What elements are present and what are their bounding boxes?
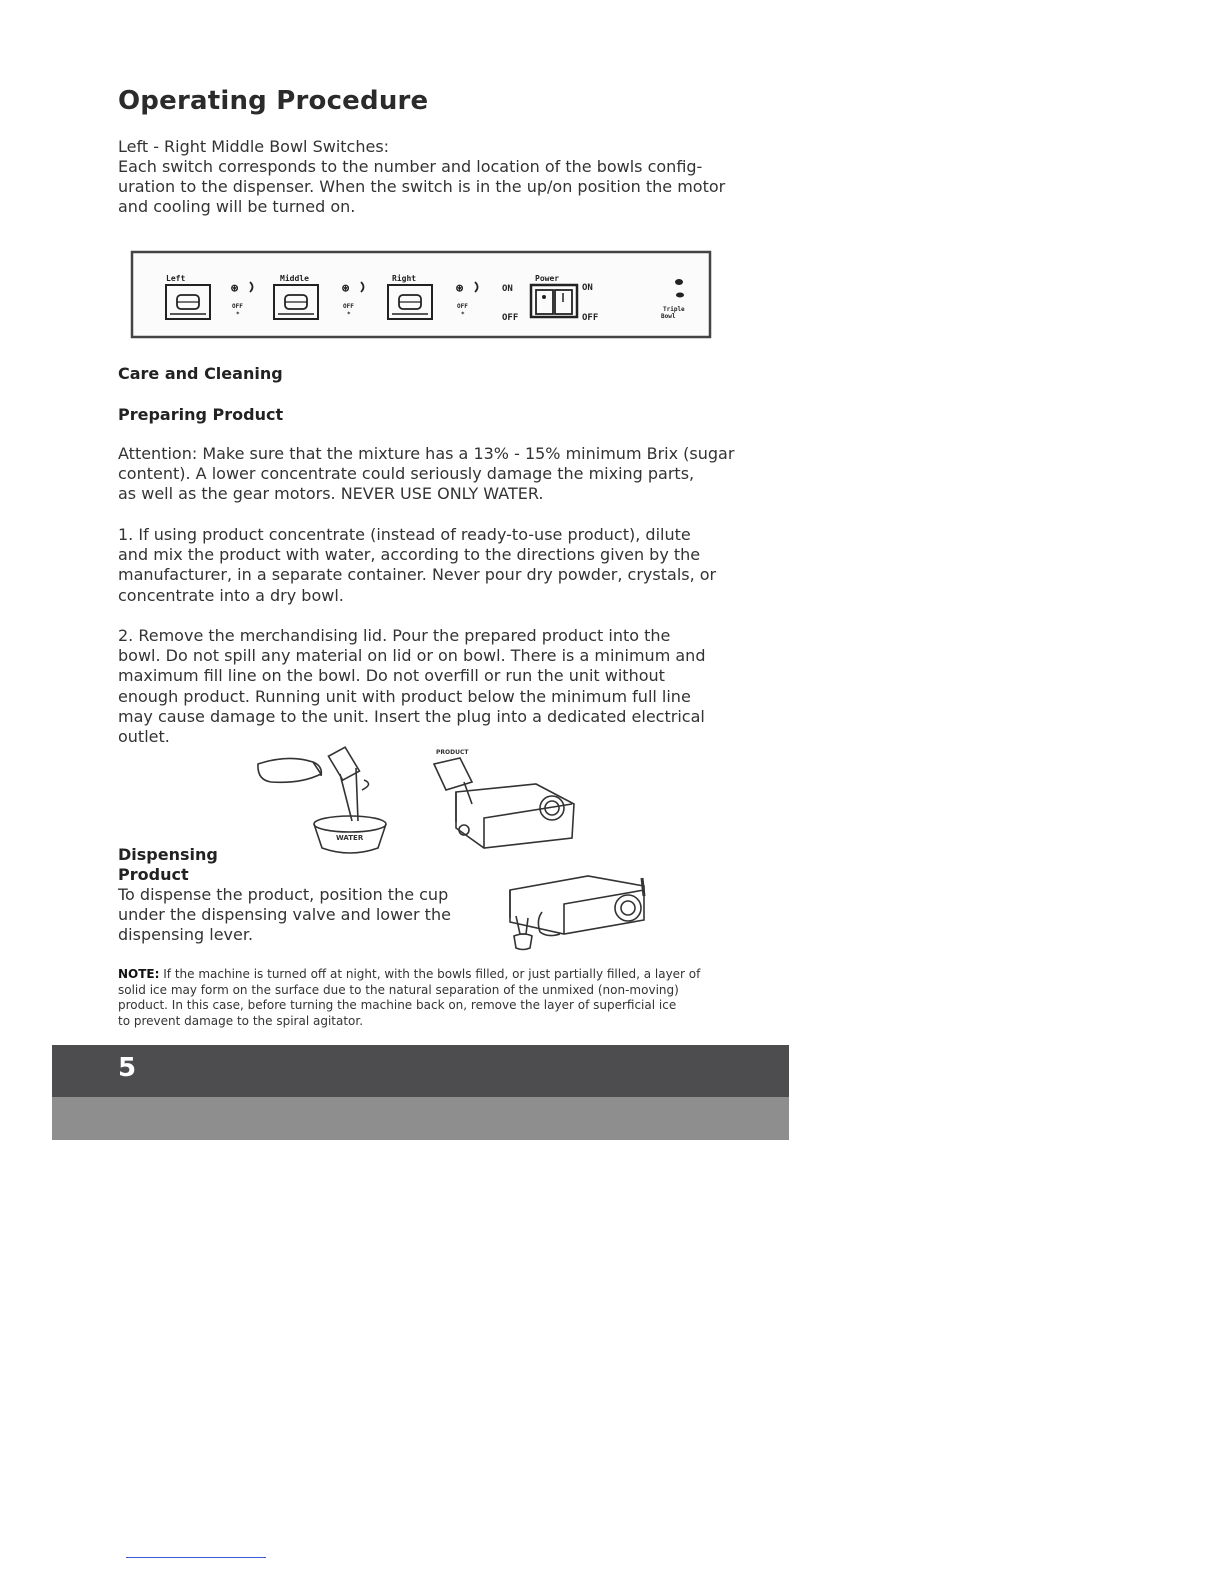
mixing-illustration <box>252 746 397 860</box>
svg-text:⊛: ⊛ <box>342 281 350 295</box>
water-label: WATER <box>336 834 364 842</box>
svg-text:*: * <box>347 311 351 318</box>
pour-product-illustration <box>428 746 583 860</box>
note-paragraph <box>118 967 700 1029</box>
step-1-paragraph: 1. If using product concentrate (instead of ready-to-use product), dilute and mix the product with water, according to the directions given by the manufacturer, in a separate container. Never pour dry powder, crystals, or concentrate into a dry bowl. <box>118 525 717 605</box>
svg-text:OFF: OFF <box>343 303 354 310</box>
dispensing-illustration <box>502 866 657 965</box>
control-panel-diagram <box>130 250 714 344</box>
svg-text:⊛: ⊛ <box>231 281 239 295</box>
link-underline <box>126 1557 266 1558</box>
footer-bar-light <box>52 1097 789 1140</box>
panel-label-power: Power <box>535 274 560 283</box>
dispensing-paragraph: To dispense the product, position the cup under the dispensing valve and lower the dispensing lever. <box>118 885 451 945</box>
panel-label-off-right: OFF <box>582 313 599 323</box>
step-2-paragraph: 2. Remove the merchandising lid. Pour the prepared product into the bowl. Do not spill any material on lid or on bowl. There is a minimum and maximum fill line on the bowl. Do not overfill or run the unit without enough product. Running unit with product below the minimum full line may cause damage to the unit. Insert the plug into a dedicated electrical outlet. <box>118 626 706 747</box>
svg-text:OFF: OFF <box>232 303 243 310</box>
panel-label-triple: Triple <box>663 306 685 313</box>
preparing-product-heading: Preparing Product <box>118 405 284 424</box>
panel-label-on-right: ON <box>582 283 593 293</box>
care-cleaning-heading: Care and Cleaning <box>118 364 283 383</box>
switch-description: Each switch corresponds to the number and location of the bowls config- uration to the dispenser. When the switch is in the up/on position the motor and cooling will be turned on. <box>118 157 726 217</box>
page-title: Operating Procedure <box>118 86 429 116</box>
note-text: If the machine is turned off at night, with the bowls filled, or just partially filled, a layer of solid ice may form on the surface due to the natural separation of the unmixed (non-moving) product. In this case, before turning the machine back on, remove the layer of superficial ice to prevent damage to the spiral agitator. <box>118 967 701 1028</box>
product-label: PRODUCT <box>436 749 469 756</box>
panel-label-left: Left <box>166 274 186 283</box>
svg-text:*: * <box>461 311 465 318</box>
note-label: NOTE: <box>118 967 160 981</box>
panel-label-middle: Middle <box>280 274 309 283</box>
attention-paragraph: Attention: Make sure that the mixture has a 13% - 15% minimum Brix (sugar content). A lower concentrate could seriously damage the mixing parts, as well as the gear motors. NEVER USE ONLY WATER. <box>118 444 735 504</box>
dispensing-product-heading: Dispensing Product <box>118 845 218 884</box>
svg-text:⊛: ⊛ <box>456 281 464 295</box>
panel-label-on-left: ON <box>502 284 513 294</box>
panel-label-right: Right <box>392 274 417 283</box>
svg-text:OFF: OFF <box>457 303 468 310</box>
footer-bar-dark <box>52 1045 789 1097</box>
svg-text:*: * <box>236 311 240 318</box>
switch-heading: Left - Right Middle Bowl Switches: <box>118 137 390 156</box>
panel-label-bowl: Bowl <box>661 313 676 320</box>
page-number: 5 <box>118 1053 137 1083</box>
panel-label-off-left: OFF <box>502 313 519 323</box>
